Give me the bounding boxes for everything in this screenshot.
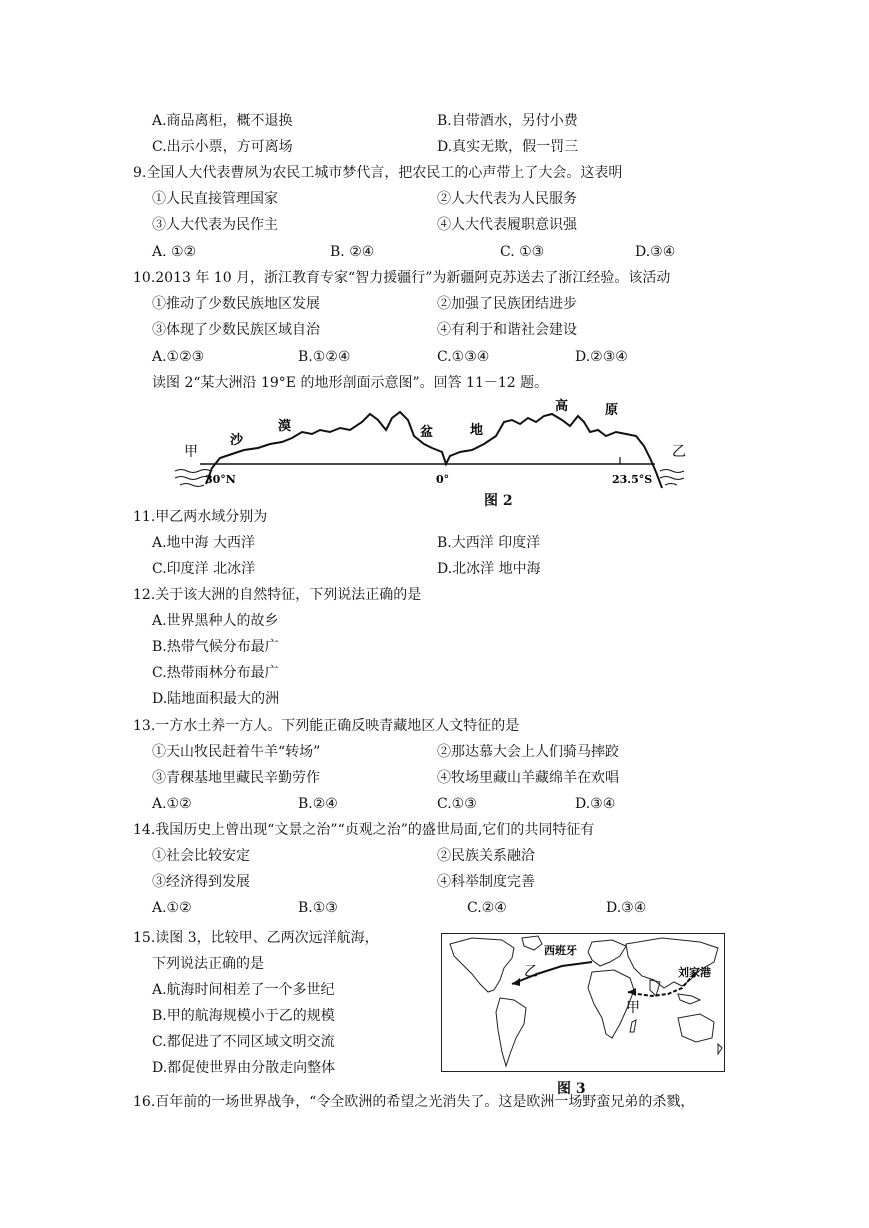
world-map-svg: [442, 934, 724, 1071]
asia-outline: [626, 938, 718, 988]
q15-option-c: C.都促进了不同区域文明交流: [152, 1034, 335, 1050]
q9-choice-b: B. ②④: [330, 244, 375, 260]
q9-item-4: ④人大代表履职意识强: [437, 217, 577, 233]
q15-option-d: D.都促使世界由分散走向整体: [152, 1060, 336, 1076]
europe-outline: [588, 940, 626, 966]
q10-stem: 10.2013 年 10 月，浙江教育专家“智力援疆行”为新疆阿克苏送去了浙江经验。该活动: [133, 270, 671, 286]
q10-choice-b: B.①②④: [298, 349, 351, 365]
fig2-intro: 读图 2“某大洲沿 19°E 的地形剖面示意图”。回答 11－12 题。: [152, 375, 549, 391]
lat-label-23-5s: 23.5°S: [612, 473, 653, 486]
q14-item-4: ④科举制度完善: [437, 874, 535, 890]
q12-option-c: C.热带雨林分布最广: [152, 665, 279, 681]
route-yi-arrowhead: [512, 978, 520, 986]
fig3-label-spain: 西班牙: [544, 944, 577, 957]
north-america-outline: [450, 938, 514, 992]
terrain-profile-figure: [170, 392, 695, 492]
fig3-label-jia: 甲: [626, 1000, 640, 1016]
fig2-label-yi: 乙: [672, 444, 686, 460]
q9-stem: 9.全国人大代表曹夙为农民工城市梦代言，把农民工的心声带上了大会。这表明: [133, 165, 623, 181]
q10-choice-d: D.②③④: [575, 349, 628, 365]
q14-item-2: ②民族关系融洽: [437, 848, 535, 864]
q12-option-d: D.陆地面积最大的洲: [152, 691, 280, 707]
q13-item-3: ③青稞基地里藏民辛勤劳作: [152, 770, 320, 786]
q12-option-b: B.热带气候分布最广: [152, 639, 279, 655]
q13-item-1: ①天山牧民赶着牛羊“转场”: [152, 744, 321, 760]
q11-option-d: D.北冰洋 地中海: [437, 561, 541, 577]
q13-choice-b: B.②④: [298, 796, 338, 812]
q10-item-2: ②加强了民族团结进步: [437, 296, 577, 312]
australia-outline: [678, 1014, 714, 1042]
india-outline: [650, 980, 660, 996]
world-map-figure: [441, 933, 725, 1072]
madagascar-outline: [630, 1020, 636, 1032]
q12-stem: 12.关于该大洲的自然特征，下列说法正确的是: [133, 587, 422, 603]
q15-stem-line1: 15.读图 3，比较甲、乙两次远洋航海，: [133, 930, 379, 946]
q13-stem: 13.一方水土养一方人。下列能正确反映青藏地区人文特征的是: [133, 718, 520, 734]
q11-option-b: B.大西洋 印度洋: [437, 535, 541, 551]
q11-option-c: C.印度洋 北冰洋: [152, 561, 256, 577]
q10-item-4: ④有利于和谐社会建设: [437, 322, 577, 338]
q14-stem: 14.我国历史上曾出现“文景之治”“贞观之治”的盛世局面,它们的共同特征有: [133, 822, 595, 838]
q13-choice-d: D.③④: [575, 796, 616, 812]
fig2-label-di: 地: [470, 423, 484, 438]
q8-option-a: A.商品离柜，概不退换: [152, 113, 293, 129]
q10-item-3: ③体现了少数民族区域自治: [152, 322, 320, 338]
lat-label-0: 0°: [436, 473, 450, 486]
q15-option-a: A.航海时间相差了一个多世纪: [152, 982, 335, 998]
fig2-label-pen: 盆: [420, 425, 434, 440]
fig2-label-mo: 漠: [278, 419, 292, 434]
q13-choice-c: C.①③: [437, 796, 477, 812]
q10-choice-c: C.①③④: [437, 349, 490, 365]
q9-choice-d: D.③④: [635, 244, 676, 260]
q9-choice-a: A. ①②: [152, 244, 197, 260]
fig2-label-yuan: 原: [605, 403, 619, 418]
se-asia-islands-outline: [678, 994, 700, 1004]
q15-stem-line2: 下列说法正确的是: [152, 956, 264, 972]
q14-choice-a: A.①②: [152, 900, 192, 916]
q15-option-b: B.甲的航海规模小于乙的规模: [152, 1008, 335, 1024]
terrain-line: [206, 412, 662, 488]
q9-item-3: ③人大代表为民作主: [152, 217, 278, 233]
q8-option-c: C.出示小票，方可离场: [152, 139, 293, 155]
new-zealand-outline: [718, 1044, 722, 1054]
fig3-caption: 图 3: [557, 1081, 586, 1097]
q13-item-4: ④牧场里藏山羊藏绵羊在欢唱: [437, 770, 619, 786]
q9-item-2: ②人大代表为人民服务: [437, 191, 577, 207]
q9-item-1: ①人民直接管理国家: [152, 191, 278, 207]
q11-option-a: A.地中海 大西洋: [152, 535, 256, 551]
q10-choice-a: A.①②③: [152, 349, 205, 365]
q14-choice-c: C.②④: [467, 900, 507, 916]
q13-item-2: ②那达慕大会上人们骑马摔跤: [437, 744, 619, 760]
fig3-label-yi: 乙: [524, 964, 538, 980]
q8-option-b: B.自带酒水，另付小费: [437, 113, 578, 129]
fig2-label-jia: 甲: [184, 444, 198, 460]
q10-item-1: ①推动了少数民族地区发展: [152, 296, 320, 312]
right-water-hatching: [660, 470, 684, 486]
q16-stem: 16.百年前的一场世界战争，“令全欧洲的希望之光消失了。这是欧洲一场野蛮兄弟的杀戮，: [133, 1094, 695, 1110]
q11-stem: 11.甲乙两水域分别为: [133, 509, 268, 525]
fig2-caption: 图 2: [484, 493, 513, 509]
greenland-outline: [522, 936, 542, 950]
q14-choice-d: D.③④: [606, 900, 647, 916]
fig2-label-sha: 沙: [230, 433, 244, 448]
q8-option-d: D.真实无欺，假一罚三: [437, 139, 579, 155]
lat-label-30n: 30°N: [205, 473, 236, 486]
fig2-label-gao: 高: [555, 399, 569, 414]
q13-choice-a: A.①②: [152, 796, 192, 812]
fig3-label-liujiagang: 刘家港: [678, 966, 711, 979]
q9-choice-c: C. ①③: [500, 244, 545, 260]
south-america-outline: [496, 998, 526, 1066]
q12-option-a: A.世界黑种人的故乡: [152, 613, 279, 629]
q14-item-1: ①社会比较安定: [152, 848, 250, 864]
q14-item-3: ③经济得到发展: [152, 874, 250, 890]
q14-choice-b: B.①③: [298, 900, 338, 916]
